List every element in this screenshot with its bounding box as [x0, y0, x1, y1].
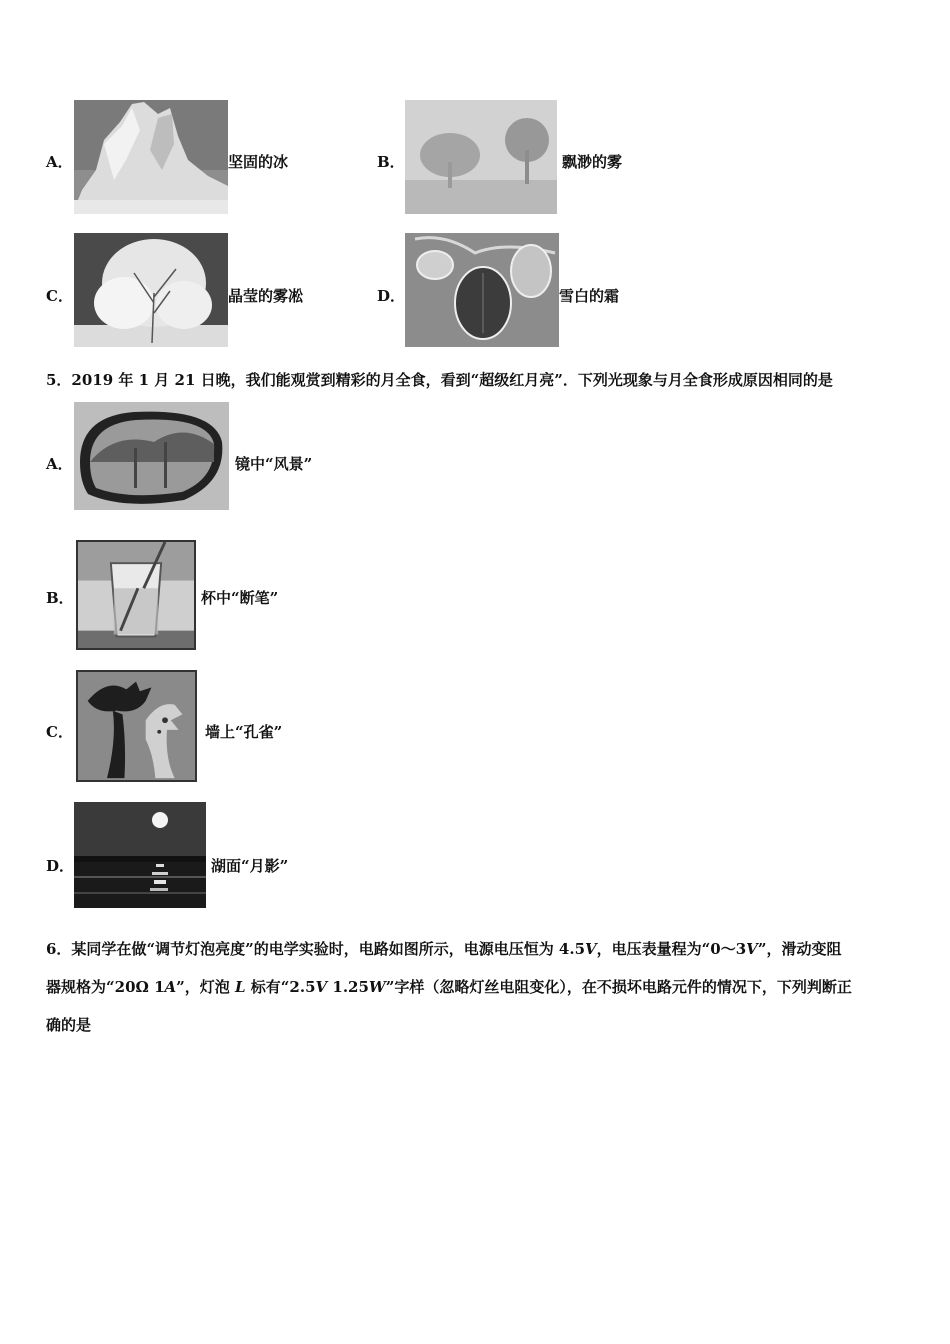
q4-option-a-caption: 坚固的冰: [228, 153, 289, 171]
q6-text: ”，滑动变阻: [757, 940, 842, 958]
glass-pencil-image: [76, 540, 196, 650]
q6-text: ”字样（忽略灯丝电阻变化），在不损坏电路元件的情况下，下列判断正: [385, 978, 852, 996]
q5-option-a-letter: A．: [46, 455, 73, 473]
ice-image: [74, 100, 228, 214]
q5-option-d-caption: 湖面“月影”: [211, 857, 289, 875]
unit-v: V: [315, 978, 328, 996]
q5-option-d-letter: D．: [46, 857, 75, 875]
q6-text: ”，灯泡: [176, 978, 236, 996]
unit-v: V: [746, 940, 758, 958]
frost-image: [405, 233, 559, 347]
lake-moon-image: [74, 802, 206, 908]
symbol-l: L: [235, 978, 246, 996]
q6-text: 器规格为“20Ω 1: [46, 978, 165, 996]
unit-w: W: [368, 978, 386, 996]
q4-option-b-caption: 飘渺的雾: [562, 153, 623, 171]
q6-text: ，电压表量程为“0～3: [596, 940, 747, 958]
q4-option-c-letter: C．: [46, 287, 73, 305]
q6-line-1: [46, 940, 841, 958]
rime-image: [74, 233, 228, 347]
hand-shadow-image: [76, 670, 197, 782]
q6-line-3: 确的是: [46, 1016, 92, 1034]
q5-option-a-caption: 镜中“风景”: [235, 455, 313, 473]
q6-line-2: [46, 978, 852, 996]
q6-text: 1.25: [327, 978, 369, 996]
q4-option-a-letter: A．: [46, 153, 73, 171]
unit-a: A: [164, 978, 177, 996]
q4-option-d-caption: 雪白的霜: [559, 287, 620, 305]
unit-v: V: [585, 940, 597, 958]
q4-option-c-caption: 晶莹的雾凇: [228, 287, 304, 305]
fog-image: [405, 100, 557, 214]
q5-option-c-caption: 墙上“孔雀”: [205, 723, 283, 741]
q4-option-d-letter: D．: [377, 287, 406, 305]
q5-option-b-letter: B．: [46, 589, 74, 607]
q4-option-b-letter: B．: [377, 153, 405, 171]
mirror-image: [74, 402, 229, 510]
q6-text: 6．某同学在做“调节灯泡亮度”的电学实验时，电路如图所示，电源电压恒为 4.5: [46, 940, 586, 958]
q5-option-b-caption: 杯中“断笔”: [201, 589, 279, 607]
q5-option-c-letter: C．: [46, 723, 73, 741]
q5-stem: 5．2019 年 1 月 21 日晚，我们能观赏到精彩的月全食，看到“超级红月亮”．下列光现象与月全食形成原因相同的是: [46, 371, 833, 389]
q6-text: 标有“2.5: [245, 978, 316, 996]
